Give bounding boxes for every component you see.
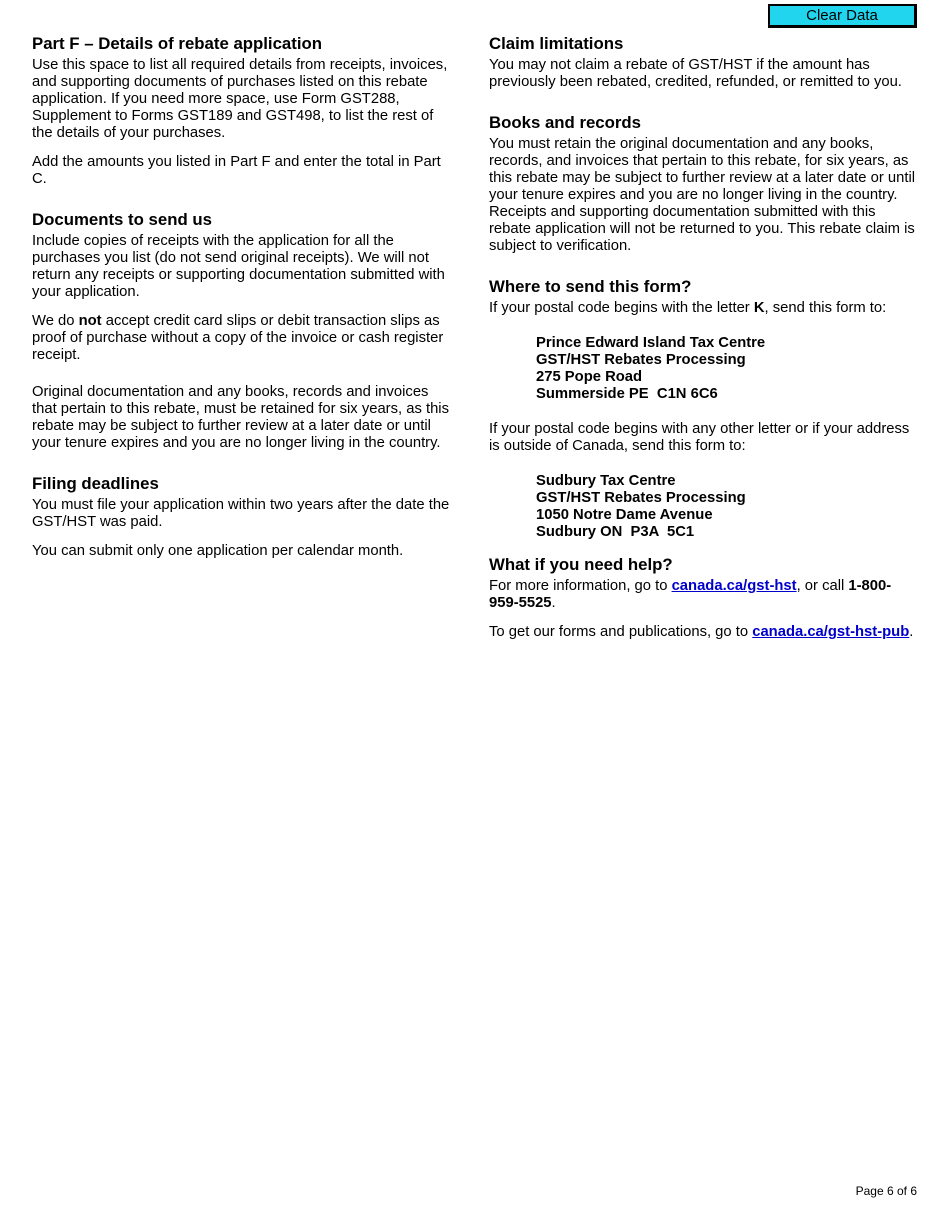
filing-heading: Filing deadlines bbox=[32, 474, 159, 493]
part-f-heading: Part F – Details of rebate application bbox=[32, 34, 323, 53]
help-section bbox=[489, 555, 917, 641]
address-line: Summerside PE C1N 6C6 bbox=[536, 386, 718, 402]
documents-heading: Documents to send us bbox=[32, 210, 212, 229]
help-paragraph-1-mid: , or call bbox=[796, 578, 849, 594]
help-paragraph-1-start: For more information, go to bbox=[489, 578, 672, 594]
help-paragraph-2 bbox=[489, 624, 917, 641]
clear-data-button[interactable]: Clear Data bbox=[768, 4, 917, 28]
left-column bbox=[32, 34, 457, 582]
help-paragraph-2-end: . bbox=[909, 624, 914, 640]
part-f-paragraph-2: Add the amounts you listed in Part F and enter the total in Part C. bbox=[32, 154, 441, 187]
documents-paragraph-2-emphasis: not bbox=[78, 313, 102, 329]
postal-letter: K bbox=[753, 300, 765, 316]
address-line: Sudbury ON P3A 5C1 bbox=[536, 524, 695, 540]
books-heading: Books and records bbox=[489, 113, 642, 132]
gst-hst-pub-link[interactable]: canada.ca/gst-hst-pub bbox=[752, 624, 910, 640]
part-f-section bbox=[32, 34, 457, 188]
documents-paragraph-2 bbox=[32, 313, 457, 364]
address-line: 1050 Notre Dame Avenue bbox=[536, 507, 713, 523]
address-line: GST/HST Rebates Processing bbox=[536, 352, 746, 368]
documents-paragraph-1: Include copies of receipts with the application for all the purchases you list (do not send original receipts). We will not return any receipts or supporting documentation submitted with your application. bbox=[32, 233, 445, 300]
address-line: 275 Pope Road bbox=[536, 369, 643, 385]
gst-hst-link[interactable]: canada.ca/gst-hst bbox=[671, 578, 797, 594]
filing-paragraph-2: You can submit only one application per calendar month. bbox=[32, 543, 404, 559]
claim-section bbox=[489, 34, 917, 91]
books-paragraph: You must retain the original documentation and any books, records, and invoices that pertain to this rebate, for six years, as this rebate may be subject to further review at a later date or until your tenure expires and you are no longer living in the country. Receipts and supporting documentation submitted with this rebate application will not be returned to you. This rebate claim is subject to verification. bbox=[489, 136, 916, 254]
send-paragraph-1-start: If your postal code begins with the letter bbox=[489, 300, 754, 316]
documents-paragraph-2-start: We do bbox=[32, 313, 79, 329]
right-column bbox=[489, 34, 917, 663]
pei-address bbox=[536, 335, 917, 403]
page-number: Page 6 of 6 bbox=[855, 1184, 917, 1198]
documents-section bbox=[32, 210, 457, 452]
address-line: Prince Edward Island Tax Centre bbox=[536, 335, 766, 351]
address-line: GST/HST Rebates Processing bbox=[536, 490, 746, 506]
address-line: Sudbury Tax Centre bbox=[536, 473, 676, 489]
filing-section bbox=[32, 474, 457, 560]
send-paragraph-1 bbox=[489, 300, 917, 317]
send-paragraph-2: If your postal code begins with any other letter or if your address is outside of Canada, send this form to: bbox=[489, 421, 910, 454]
sudbury-address bbox=[536, 473, 917, 541]
send-section bbox=[489, 277, 917, 541]
help-heading: What if you need help? bbox=[489, 555, 673, 574]
phone-number: 1-800-959-5525 bbox=[489, 578, 892, 611]
send-paragraph-1-end: , send this form to: bbox=[764, 300, 887, 316]
claim-heading: Claim limitations bbox=[489, 34, 624, 53]
help-paragraph-2-start: To get our forms and publications, go to bbox=[489, 624, 753, 640]
filing-paragraph-1: You must file your application within two years after the date the GST/HST was paid. bbox=[32, 497, 450, 530]
documents-paragraph-2-end: accept credit card slips or debit transaction slips as proof of purchase without a copy of the invoice or cash register receipt. bbox=[32, 313, 444, 363]
books-section bbox=[489, 113, 917, 255]
part-f-paragraph-1: Use this space to list all required details from receipts, invoices, and supporting documents of purchases listed on this rebate application. If you need more space, use Form GST288, Supplement to Forms GST189 and GST498, to list the rest of the details of your purchases. bbox=[32, 57, 448, 141]
help-paragraph-1-end: . bbox=[551, 595, 556, 611]
documents-paragraph-3: Original documentation and any books, records and invoices that pertain to this rebate, must be retained for six years, as this rebate may be subject to further review at a later date or until your tenure expires and you are no longer living in the country. bbox=[32, 384, 449, 451]
claim-paragraph: You may not claim a rebate of GST/HST if the amount has previously been rebated, credited, refunded, or remitted to you. bbox=[489, 57, 902, 90]
help-paragraph-1 bbox=[489, 578, 917, 612]
send-heading: Where to send this form? bbox=[489, 277, 692, 296]
